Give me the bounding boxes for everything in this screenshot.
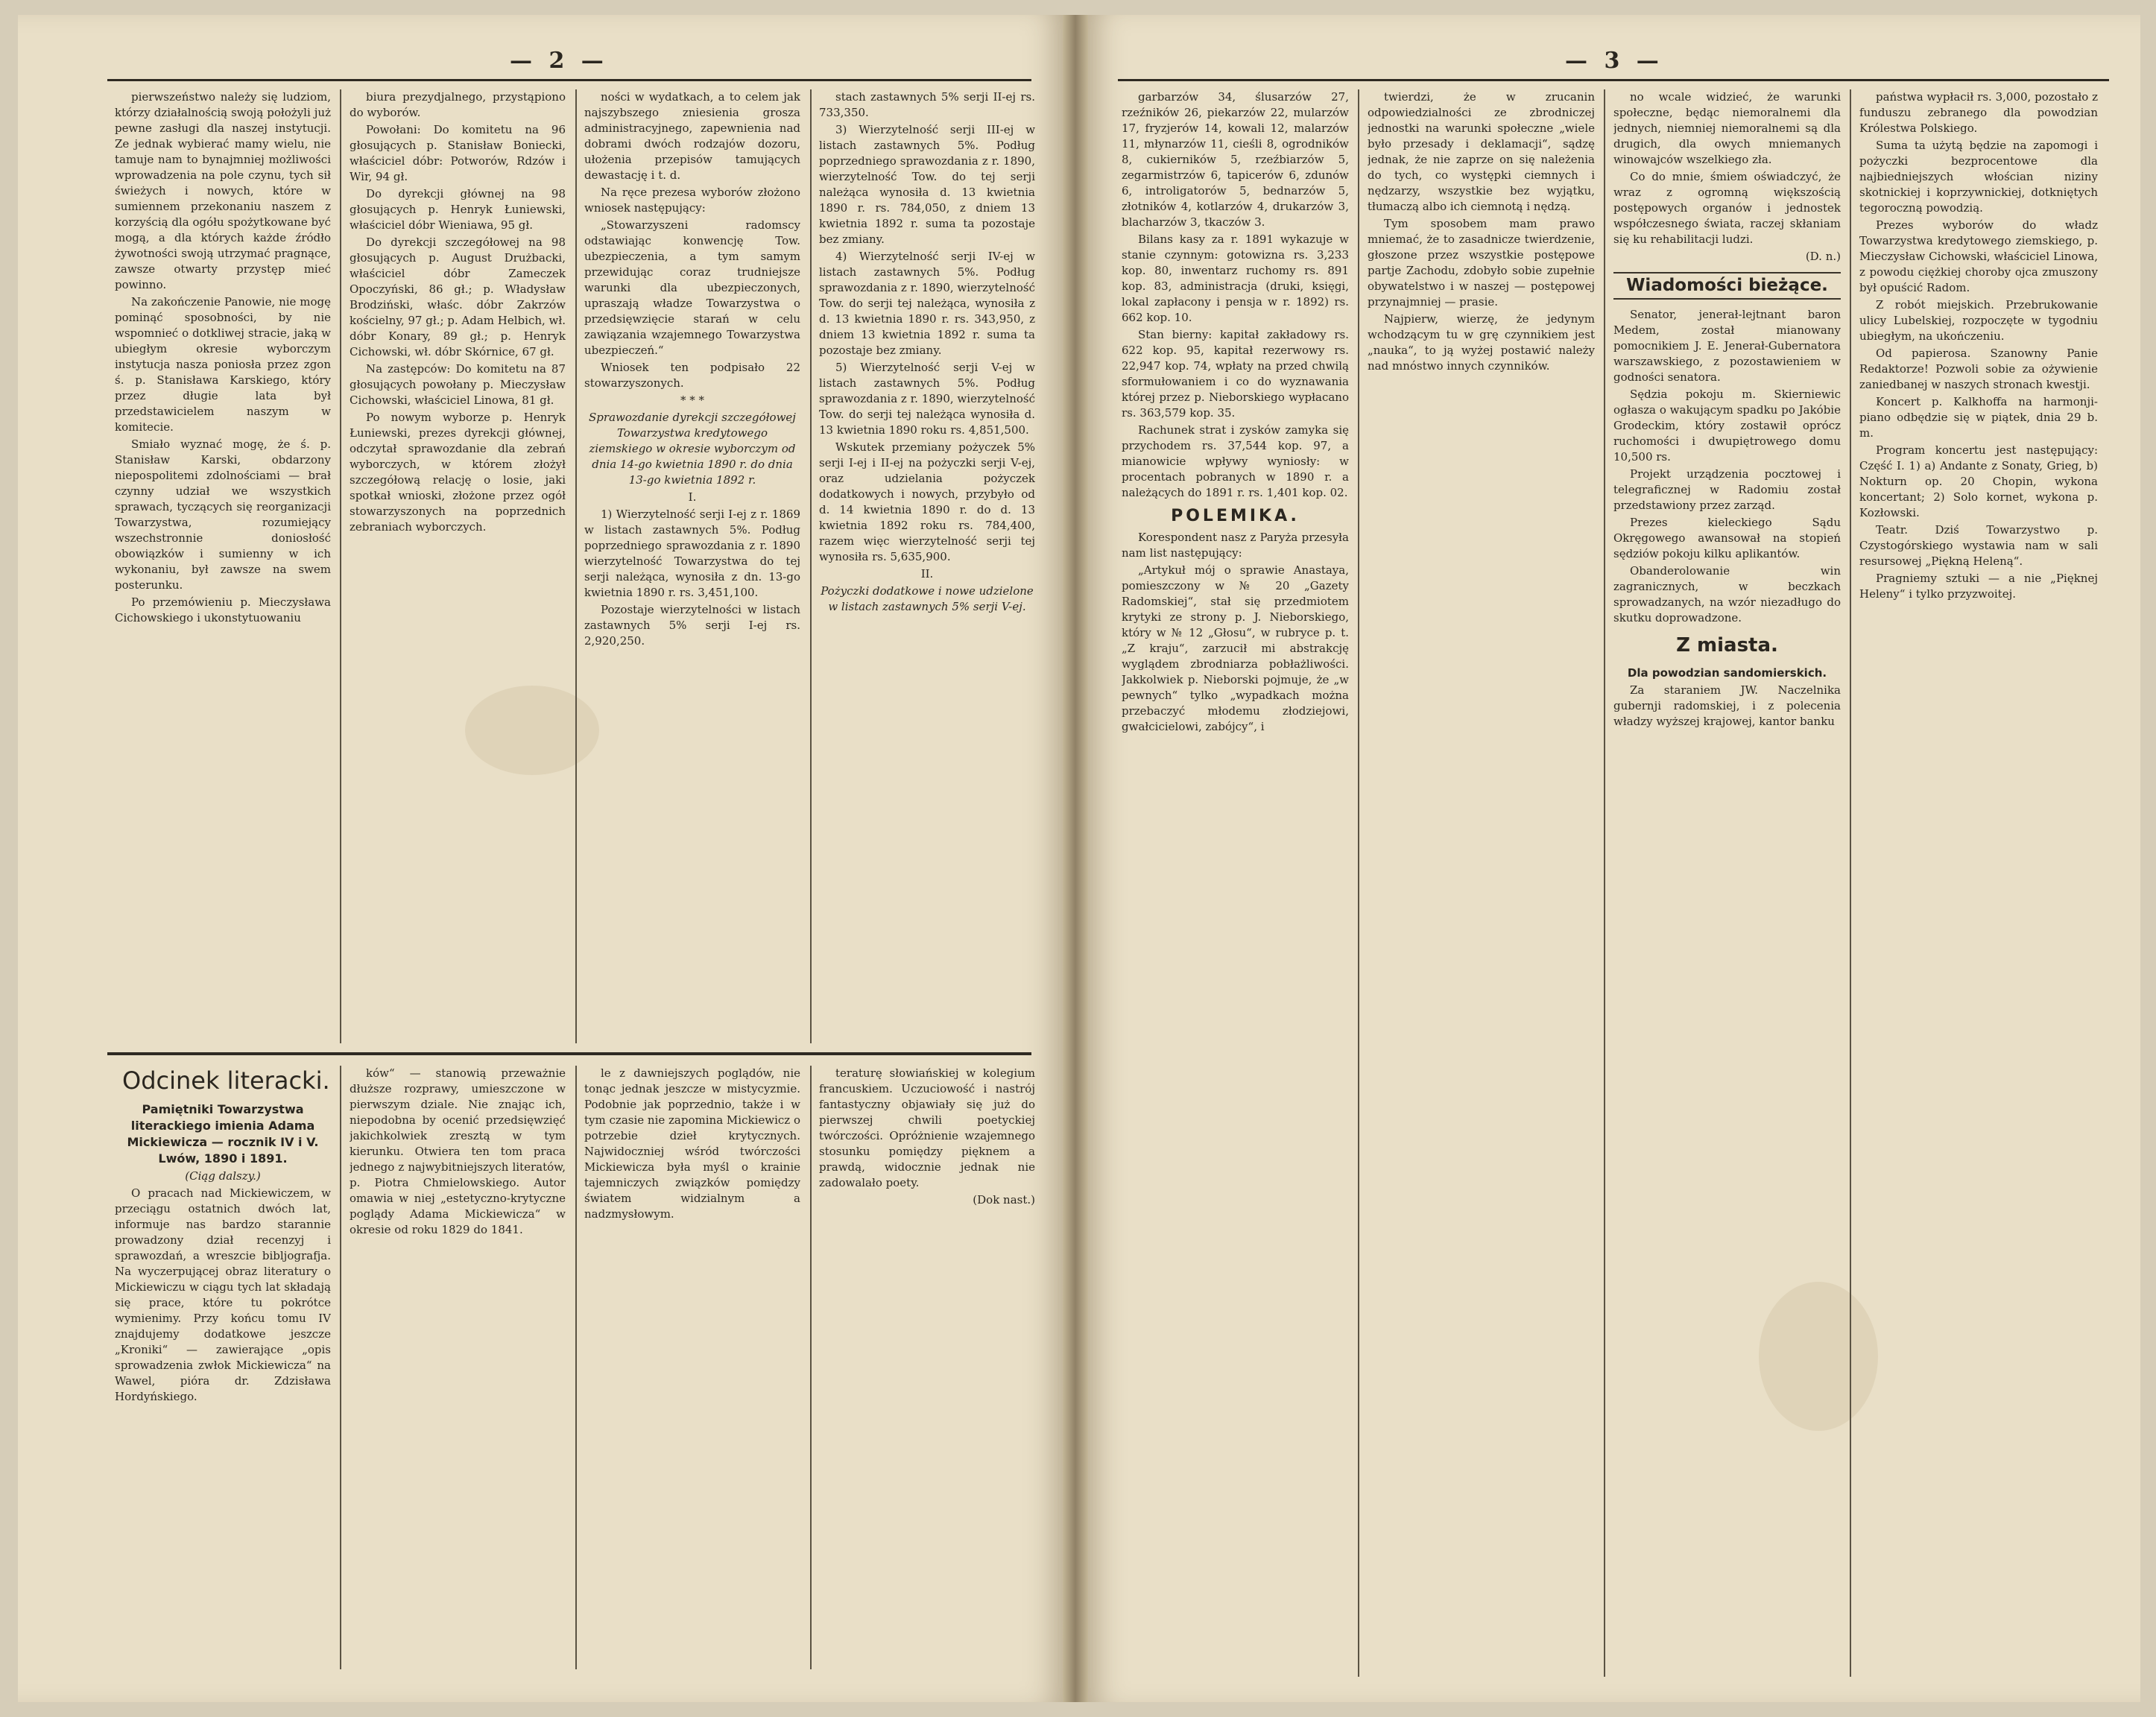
serial-col-4 [819, 1066, 1035, 1669]
right-col-2 [1368, 89, 1595, 1677]
paragraph: Od papierosa. Szanowny Panie Redaktorze! Pozwoli sobie za ożywienie zaniedbanej w naszych stronach kwestji. [1859, 347, 2098, 391]
binding-gutter [1063, 15, 1088, 1702]
paragraph: twierdzi, że w zrucanin odpowiedzialności ze zbrodniczej jednostki na warunki społeczne „wiele było przesady i deklamacji“, sądzę jednak, że nie zaprze on się należenia do tych, co występki ciemnych i nędzarzy, wszystkie bez wyjątku, tłumaczą albo ich ciemnotą i nędzą. [1368, 90, 1595, 213]
serial-headline: Pamiętniki Towarzystwa literackiego imienia Adama Mickiewicza — rocznik IV i V. Lwów, 1890 i 1891. [127, 1102, 319, 1166]
left-page [18, 15, 1063, 1702]
column-rule [810, 89, 812, 1043]
news-item: Obanderolowanie win zagranicznych, w beczkach sprowadzanych, na wzór niezadługo do skutku doprowadzone. [1613, 564, 1841, 624]
paragraph: „Artykuł mój o sprawie Anastaya, pomieszczony w № 20 „Gazety Radomskiej“, stał się przedmiotem krytyki ze strony p. J. Nieborskiego, który w № 12 „Głosu“, w rubryce p. t. „Z kraju“, zarzucił mi abstrakcję wyglądem zbrodniarza pobłażliwości. Jakkolwiek p. Nieborski pojmuje, że „w pewnych“ tylko „wypadkach można przebaczyć młodemu złodziejowi, gwałcicielowi, zabójcy“, i [1122, 563, 1349, 733]
paragraph: „Stowarzyszeni radomscy odstawiając konwencję Tow. ubezpieczenia, a tym samym przewidując coraz trudniejsze warunki dla ubezpieczonych, upraszają władze Towarzystwa o przedsięwzięcie starań w celu zawiązania wzajemnego Towarzystwa ubezpieczeń.“ [584, 218, 800, 357]
polemika-heading: POLEMIKA. [1171, 507, 1300, 525]
page-number-right: — 3 — [1565, 48, 1663, 74]
serial-col-1 [115, 1066, 331, 1669]
paragraph: Teatr. Dziś Towarzystwo p. Czystogórskiego wystawia nam w sali resursowej „Piękną Heleną“. [1859, 523, 2098, 568]
serial-col-2 [350, 1066, 566, 1669]
paragraph: Wskutek przemiany pożyczek 5% serji I-ej i II-ej na pożyczki serji V-ej, oraz udzielania pożyczek dodatkowych i nowych, przybyło od d. 14 kwietnia 1890 r. do d. 13 kwietnia 1892 roku rs. 784,400, razem więc wierzytelność serji tej wynosiła rs. 5,635,900. [819, 440, 1035, 563]
left-col-1 [115, 89, 331, 1043]
paragraph: Suma ta użytą będzie na zapomogi i pożyczki bezprocentowe dla najbiedniejszych włościan niziny skotnickiej i koprzywnickiej, dotkniętych tegoroczną powodzią. [1859, 139, 2098, 215]
column-rule [1358, 89, 1359, 1677]
continued-note: (Dok nast.) [973, 1193, 1035, 1207]
paragraph: ności w wydatkach, a to celem jak najszybszego zniesienia grosza administracyjnego, zapewnienia nad dobrami dwóch rodzajów dozoru, ułożenia przepisów tamujących dewastację i t. d. [584, 90, 800, 182]
paragraph: O pracach nad Mickiewiczem, w przeciągu ostatnich dwóch lat, informuje nas bardzo starannie prowadzony dział recenzyj i sprawozdań, a wreszcie bibljografja. Na wyczerpującej obraz literatury o Mickiewiczu w ciągu tych lat składają się prace, które tu pokrótce wymienimy. Przy końcu tomu IV znajdujemy dodatkowe jeszcze „Kroniki“ — zawierające „opis sprowadzenia zwłok Mickiewicza“ na Wawel, pióra dr. Zdzisława Hordyńskiego. [115, 1186, 331, 1403]
paragraph: Powołani: Do komitetu na 96 głosujących p. Stanisław Boniecki, właściciel dóbr: Potworów, Rdzów i Wir, 94 gł. [350, 123, 566, 183]
news-item: Projekt urządzenia pocztowej i telegraficznej w Radomiu został przedstawiony przez zarząd. [1613, 467, 1841, 512]
paragraph: Tym sposobem mam prawo mniemać, że to zasadnicze twierdzenie, głoszone przez wszystkie postępowe partje Zachodu, zdobyło sobie zupełnie obywatelstwo i w naszej — postępowej przynajmniej — prasie. [1368, 217, 1595, 309]
paragraph: Wniosek ten podpisało 22 stowarzyszonych. [584, 361, 800, 390]
right-col-4 [1859, 89, 2098, 1677]
separator-stars: * * * [680, 393, 705, 407]
paragraph: Korespondent nasz z Paryża przesyła nam list następujący: [1122, 531, 1349, 560]
section-number: I. [688, 490, 697, 504]
column-rule [1850, 89, 1851, 1677]
paragraph: garbarzów 34, ślusarzów 27, rzeźników 26, piekarzów 22, mularzów 17, fryzjerów 14, kowali 12, malarzów 11, młynarzów 11, cieśli 8, ogrodników 8, cukierników 5, rzeźbiarzów 5, zegarmistrzów 6, tapicerów 6, zdunów 6, introligatorów 5, bednarzów 5, złotników 4, kotlarzów 4, drukarzów 3, blacharzów 3, tkaczów 3. [1122, 90, 1349, 229]
right-page [1088, 15, 2140, 1702]
news-item: Senator, jenerał-lejtnant baron Medem, został mianowany pomocnikiem J. E. Jenerał-Gubernatora warszawskiego, z pozostawieniem w godności senatora. [1613, 308, 1841, 384]
top-rule-left [107, 79, 1031, 81]
paragraph: pierwszeństwo należy się ludziom, którzy działalnością swoją położyli już pewne zasługi dla naszej instytucji. Ze jednak wybierać mamy wielu, nie tamuje nam to bynajmniej możliwości wprowadzenia na pole czynu, tych sił świeżych i nowych, które w sumiennem przekonaniu naszem z korzyścią dla ogółu spożytkowane być mogą, a dla których każde źródło żywotności swoją utrzymać pragnące, zawsze otwarty przystęp mieć powinno. [115, 90, 331, 291]
column-rule [340, 1066, 341, 1669]
right-col-1 [1122, 89, 1349, 1677]
paragraph: Pozostaje wierzytelności w listach zastawnych 5% serji I-ej rs. 2,920,250. [584, 603, 800, 648]
paragraph: Za staraniem JW. Naczelnika gubernji radomskiej, i z polecenia władzy wyższej krajowej, kantor banku [1613, 683, 1841, 728]
paragraph: Smiało wyznać mogę, że ś. p. Stanisław Karski, obdarzony niepospolitemi zdolnościami — brał czynny udział we wszystkich sprawach, tyczących się reorganizacji Towarzystwa, rozumiejący wszechstronnie doniosłość obowiązków i sumienny w ich wykonaniu, był zawsze na swem posterunku. [115, 437, 331, 592]
paragraph: stach zastawnych 5% serji II-ej rs. 733,350. [819, 90, 1035, 119]
column-rule [1604, 89, 1605, 1677]
column-rule [340, 89, 341, 1043]
paragraph: Po nowym wyborze p. Henryk Łuniewski, prezes dyrekcji głównej, odczytał sprawozdanie dla zebrań wyborczych, w którem złożył szczegółową relację o losie, jaki spotkał wnioski, złożone przez ogół stowarzyszonych na poprzednich zebraniach wyborczych. [350, 411, 566, 534]
serial-title: Odcinek literacki. [122, 1066, 330, 1095]
paragraph: Program koncertu jest następujący: Część I. 1) a) Andante z Sonaty, Grieg, b) Nokturn op. 20 Chopin, wykona koncertant; 2) Solo kornet, wykona p. Kozłowski. [1859, 443, 2098, 519]
paragraph: ków“ — stanowią przeważnie dłuższe rozprawy, umieszczone w pierwszym dziale. Nie znając ich, niepodobna by ocenić przedsięwzięć jakichkolwiek zresztą w tym kierunku. Otwiera ten tom praca jednego z najwybitniejszych literatów, p. Piotra Chmielowskiego. Autor omawia w niej „estetyczno-krytyczne poglądy Adama Mickiewicza“ w okresie od roku 1829 do 1841. [350, 1066, 566, 1236]
city-heading: Z miasta. [1676, 634, 1778, 657]
paragraph: Po przemówieniu p. Mieczysława Cichowskiego i ukonstytuowaniu [115, 595, 331, 624]
paragraph: Koncert p. Kalkhoffa na harmonji-piano odbędzie się w piątek, dnia 29 b. m. [1859, 395, 2098, 440]
paragraph: Na zakończenie Panowie, nie mogę pominąć sposobności, by nie wspomnieć o dotkliwej stracie, jaką w ubiegłym okresie wyborczym instytucja nasza poniosła przez zgon ś. p. Stanisława Karskiego, który przez długie lata był przedstawicielem naszym w komitecie. [115, 295, 331, 434]
feuilleton-rule [107, 1052, 1031, 1055]
news-item: Prezes kieleckiego Sądu Okręgowego awansował na stopień sędziów pokoju kilku aplikantów. [1613, 516, 1841, 560]
paragraph: biura prezydjalnego, przystąpiono do wyborów. [350, 90, 566, 119]
serial-col-3 [584, 1066, 800, 1669]
left-col-3 [584, 89, 800, 1043]
paragraph: 4) Wierzytelność serji IV-ej w listach zastawnych 5%. Podług sprawozdania z r. 1890, wierzytelność Tow. do serji tej należąca, wynosiła z d. 13 kwietnia 1890 r. rs. 343,950, z dniem 13 kwietnia 1892 r. suma ta pozostaje bez zmiany. [819, 250, 1035, 357]
paragraph: Na ręce prezesa wyborów złożono wniosek następujący: [584, 186, 800, 215]
news-heading: Wiadomości bieżące. [1613, 272, 1841, 300]
report-heading: Sprawozdanie dyrekcji szczegółowej Towarzystwa kredytowego ziemskiego w okresie wyborczym od dnia 14-go kwietnia 1890 r. do dnia 13-go kwietnia 1892 r. [589, 411, 796, 487]
continued-note: (D. n.) [1805, 250, 1841, 263]
column-rule [575, 89, 577, 1043]
paragraph: 5) Wierzytelność serji V-ej w listach zastawnych 5%. Podług sprawozdania z r. 1890, wierzytelność Tow. do serji tej należąca wynosiła d. 13 kwietnia 1890 roku rs. 4,851,500. [819, 361, 1035, 437]
news-item: Sędzia pokoju m. Skierniewic ogłasza o wakującym spadku po Jakóbie Grodeckim, który zostawił oprócz ruchomości i dwupiętrowego domu 10,500 rs. [1613, 388, 1841, 464]
paragraph: Z robót miejskich. Przebrukowanie ulicy Lubelskiej, rozpoczęte w tygodniu ubiegłym, na ukończeniu. [1859, 298, 2098, 343]
paragraph: no wcale widzieć, że warunki społeczne, będąc niemoralnemi dla jednych, niemniej niemoralnemi są dla drugich, dla owych mniemanych winowajców wszelkiego zła. [1613, 90, 1841, 166]
paragraph: Pożyczki dodatkowe i nowe udzielone w listach zastawnych 5% serji V-ej. [821, 584, 1034, 613]
column-rule [575, 1066, 577, 1669]
paragraph: Do dyrekcji głównej na 98 głosujących p. Henryk Łuniewski, właściciel dóbr Wieniawa, 95 gł. [350, 187, 566, 232]
paragraph: le z dawniejszych poglądów, nie tonąc jednak jeszcze w mistycyzmie. Podobnie jak poprzednio, także i w tym czasie nie zapomina Mickiewicz o potrzebie dzieł krytycznych. Najwidoczniej wśród twórczości Mickiewicza była myśl o krainie tajemniczych związków pomiędzy światem widzialnym a nadzmysłowym. [584, 1066, 800, 1221]
paragraph: Stan bierny: kapitał zakładowy rs. 622 kop. 95, kapitał rezerwowy rs. 22,947 kop. 74, wpłaty na przed chwilą sformułowaniem i co do wyznawania której przez p. Nieborskiego wypłacano rs. 363,579 kop. 35. [1122, 328, 1349, 420]
left-col-2 [350, 89, 566, 1043]
paragraph: 3) Wierzytelność serji III-ej w listach zastawnych 5%. Podług poprzedniego sprawozdania z r. 1890, wierzytelność Tow. do tej serji należąca wynosiła d. 13 kwietnia 1890 r. rs. 784,050, z dniem 13 kwietnia 1892 r. suma ta pozostaje bez zmiany. [819, 123, 1035, 246]
paragraph: Co do mnie, śmiem oświadczyć, że wraz z ogromną większością postępowych organów i jednostek współczesnego świata, raczej skłaniam się ku rehabilitacji ludzi. [1613, 170, 1841, 246]
city-subtitle: Dla powodzian sandomierskich. [1627, 666, 1827, 680]
top-rule-right [1118, 79, 2109, 81]
paragraph: Pragniemy sztuki — a nie „Pięknej Heleny“ i tylko przyzwoitej. [1859, 572, 2098, 601]
column-rule [810, 1066, 812, 1669]
right-col-3 [1613, 89, 1841, 1677]
paragraph: teraturę słowiańskiej w kolegium francuskiem. Uczuciowość i nastrój fantastyczny objawiały się już do pierwszej chwili poetyckiej twórczości. Opróżnienie wzajemnego stosunku pomiędzy pięknem a prawdą, widocznie jednak nie zadowalało poety. [819, 1066, 1035, 1189]
paragraph: Prezes wyborów do władz Towarzystwa kredytowego ziemskiego, p. Mieczysław Cichowski, właściciel Linowa, z powodu ciężkiej choroby ojca zmuszony był opuścić Radom. [1859, 218, 2098, 294]
paragraph: Do dyrekcji szczegółowej na 98 głosujących p. August Drużbacki, właściciel dóbr Zameczek Opoczyński, 86 gł.; p. Władysław Brodziński, właśc. dóbr Zakrzów kościelny, 97 gł.; p. Adam Helbich, wł. dóbr Konary, 89 gł.; p. Henryk Cichowski, wł. dóbr Skórnice, 67 gł. [350, 235, 566, 358]
paragraph: państwa wypłacił rs. 3,000, pozostało z funduszu zebranego dla powodzian Królestwa Polskiego. [1859, 90, 2098, 135]
paragraph: Bilans kasy za r. 1891 wykazuje w stanie czynnym: gotowizna rs. 3,233 kop. 80, inwentarz ruchomy rs. 891 kop. 83, administracja (druki, księgi, lokal zapłacony i pensja w r. 1892) rs. 662 kop. 10. [1122, 233, 1349, 324]
left-col-4 [819, 89, 1035, 1043]
section-number: II. [920, 567, 934, 581]
paragraph: Najpierw, wierzę, że jedynym wchodzącym tu w grę czynnikiem jest „nauka“, to ją wyżej postawić należy nad mnóstwo innych czynników. [1368, 312, 1595, 373]
serial-continued: (Ciąg dalszy.) [185, 1169, 261, 1183]
paragraph: Rachunek strat i zysków zamyka się przychodem rs. 37,544 kop. 97, a mianowicie wpływy wyniosły: w procentach pobranych w 1890 r. a należących do 1891 r. rs. 1,401 kop. 02. [1122, 423, 1349, 499]
page-number-left: — 2 — [510, 48, 608, 74]
paragraph: 1) Wierzytelność serji I-ej z r. 1869 w listach zastawnych 5%. Podług poprzedniego sprawozdania z r. 1890 wierzytelność Towarzystwa do tej serji należąca, wynosiła z dn. 13-go kwietnia 1890 r. rs. 3,451,100. [584, 507, 800, 599]
paragraph: Na zastępców: Do komitetu na 87 głosujących powołany p. Mieczysław Cichowski, właściciel Linowa, 81 gł. [350, 362, 566, 407]
